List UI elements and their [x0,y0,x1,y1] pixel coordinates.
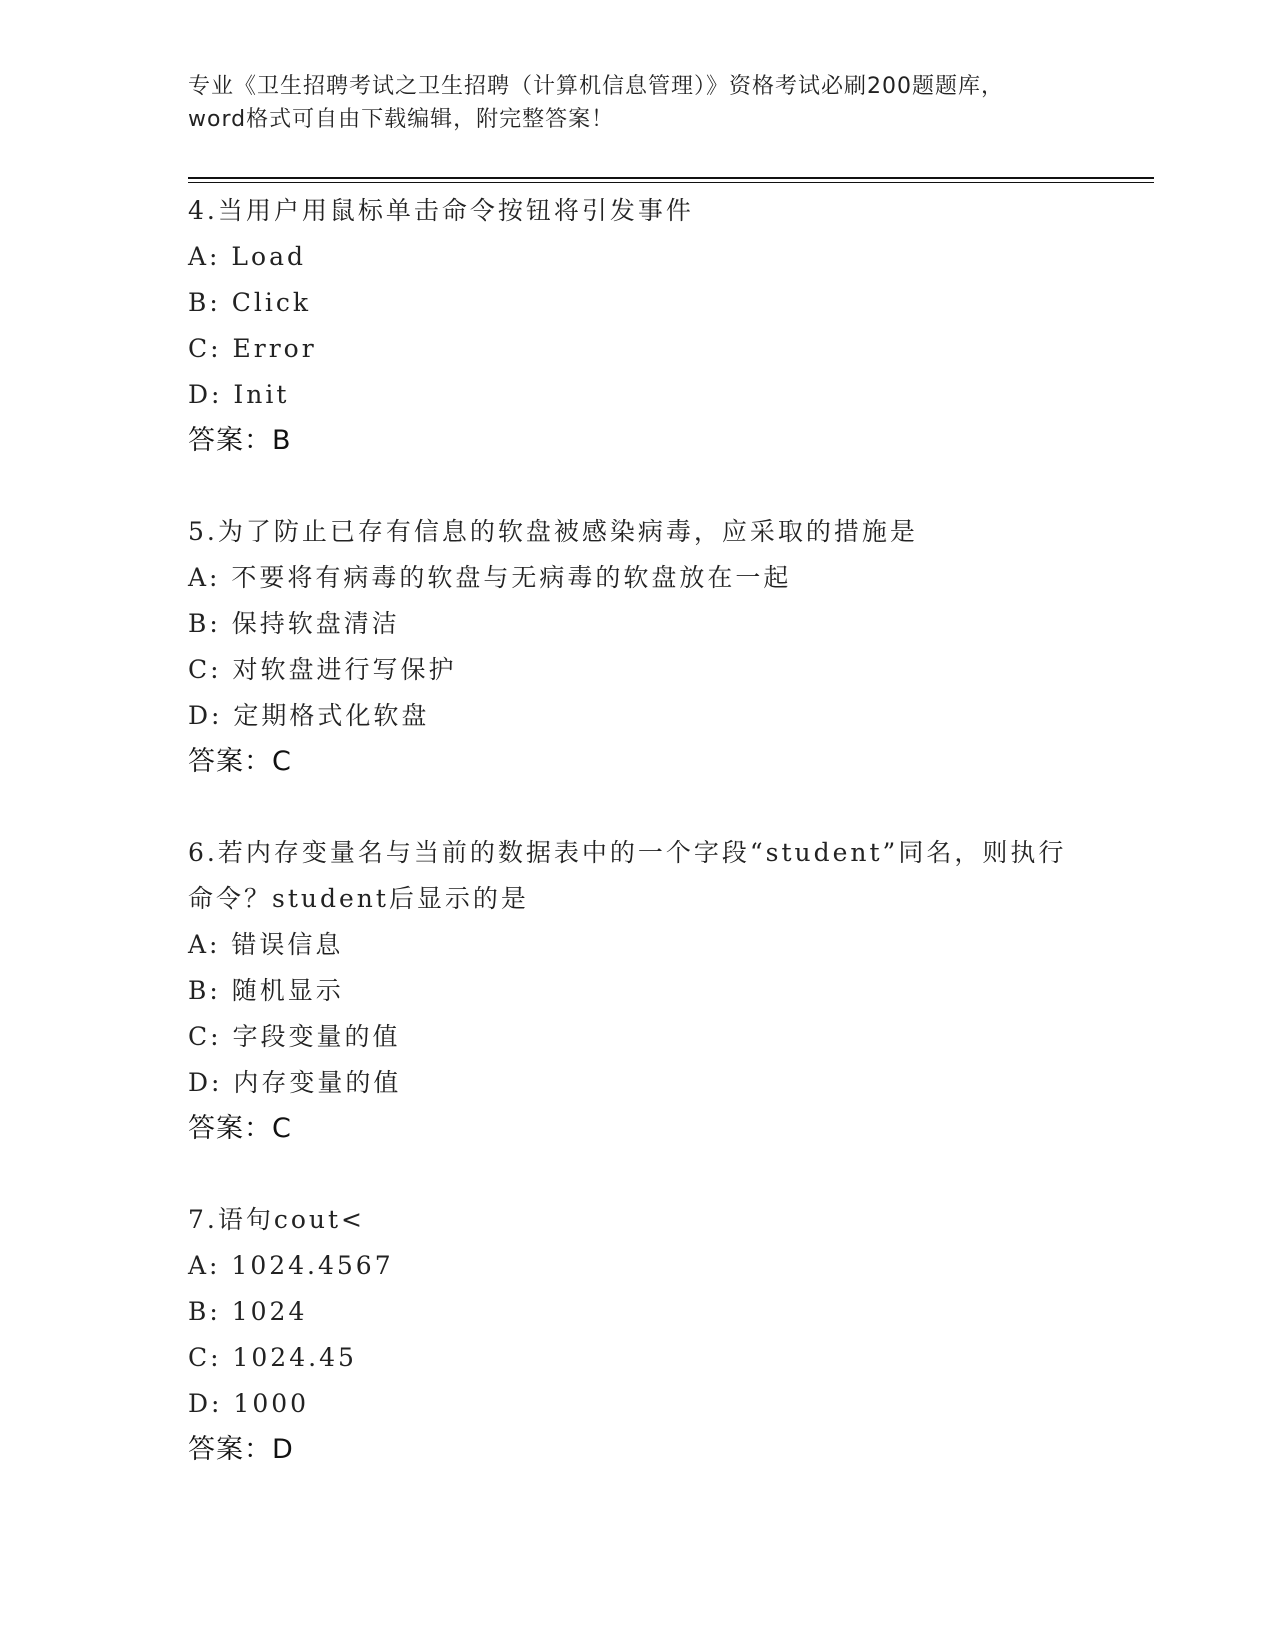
option-b: B: 1024 [188,1297,308,1326]
header-divider-thick [188,177,1154,179]
answer-label: 答案：C [188,746,292,777]
option-d: D: Init [188,380,290,409]
question-4 [188,188,1088,464]
answer-label: 答案：B [188,425,292,456]
question-6 [188,830,1088,1152]
document-header [188,70,1078,136]
option-c: C: 字段变量的值 [188,1022,401,1051]
option-d: D: 内存变量的值 [188,1068,402,1097]
header-divider-thin [188,182,1154,183]
question-stem: 7.语句cout< [188,1205,366,1234]
answer-label: 答案：D [188,1434,294,1465]
option-a: A: 1024.4567 [188,1251,394,1280]
question-list [188,188,1088,1518]
header-line-1: 专业《卫生招聘考试之卫生招聘（计算机信息管理）》资格考试必刷200题题库， [188,74,1004,99]
question-stem: 4.当用户用鼠标单击命令按钮将引发事件 [188,196,694,225]
option-a: A: 不要将有病毒的软盘与无病毒的软盘放在一起 [188,563,792,592]
option-c: C: Error [188,334,317,363]
option-c: C: 对软盘进行写保护 [188,655,457,684]
option-b: B: 保持软盘清洁 [188,609,400,638]
answer-label: 答案：C [188,1113,292,1144]
option-b: B: 随机显示 [188,976,344,1005]
question-5 [188,509,1088,785]
option-c: C: 1024.45 [188,1343,357,1372]
question-stem: 5.为了防止已存有信息的软盘被感染病毒，应采取的措施是 [188,517,918,546]
option-d: D: 1000 [188,1389,310,1418]
option-d: D: 定期格式化软盘 [188,701,430,730]
option-a: A: 错误信息 [188,930,344,959]
question-stem: 6.若内存变量名与当前的数据表中的一个字段“student”同名，则执行命令？student后显示的是 [188,838,1067,913]
option-a: A: Load [188,242,306,271]
question-7 [188,1197,1088,1473]
header-line-2: word格式可自由下载编辑，附完整答案！ [188,107,615,132]
option-b: B: Click [188,288,312,317]
